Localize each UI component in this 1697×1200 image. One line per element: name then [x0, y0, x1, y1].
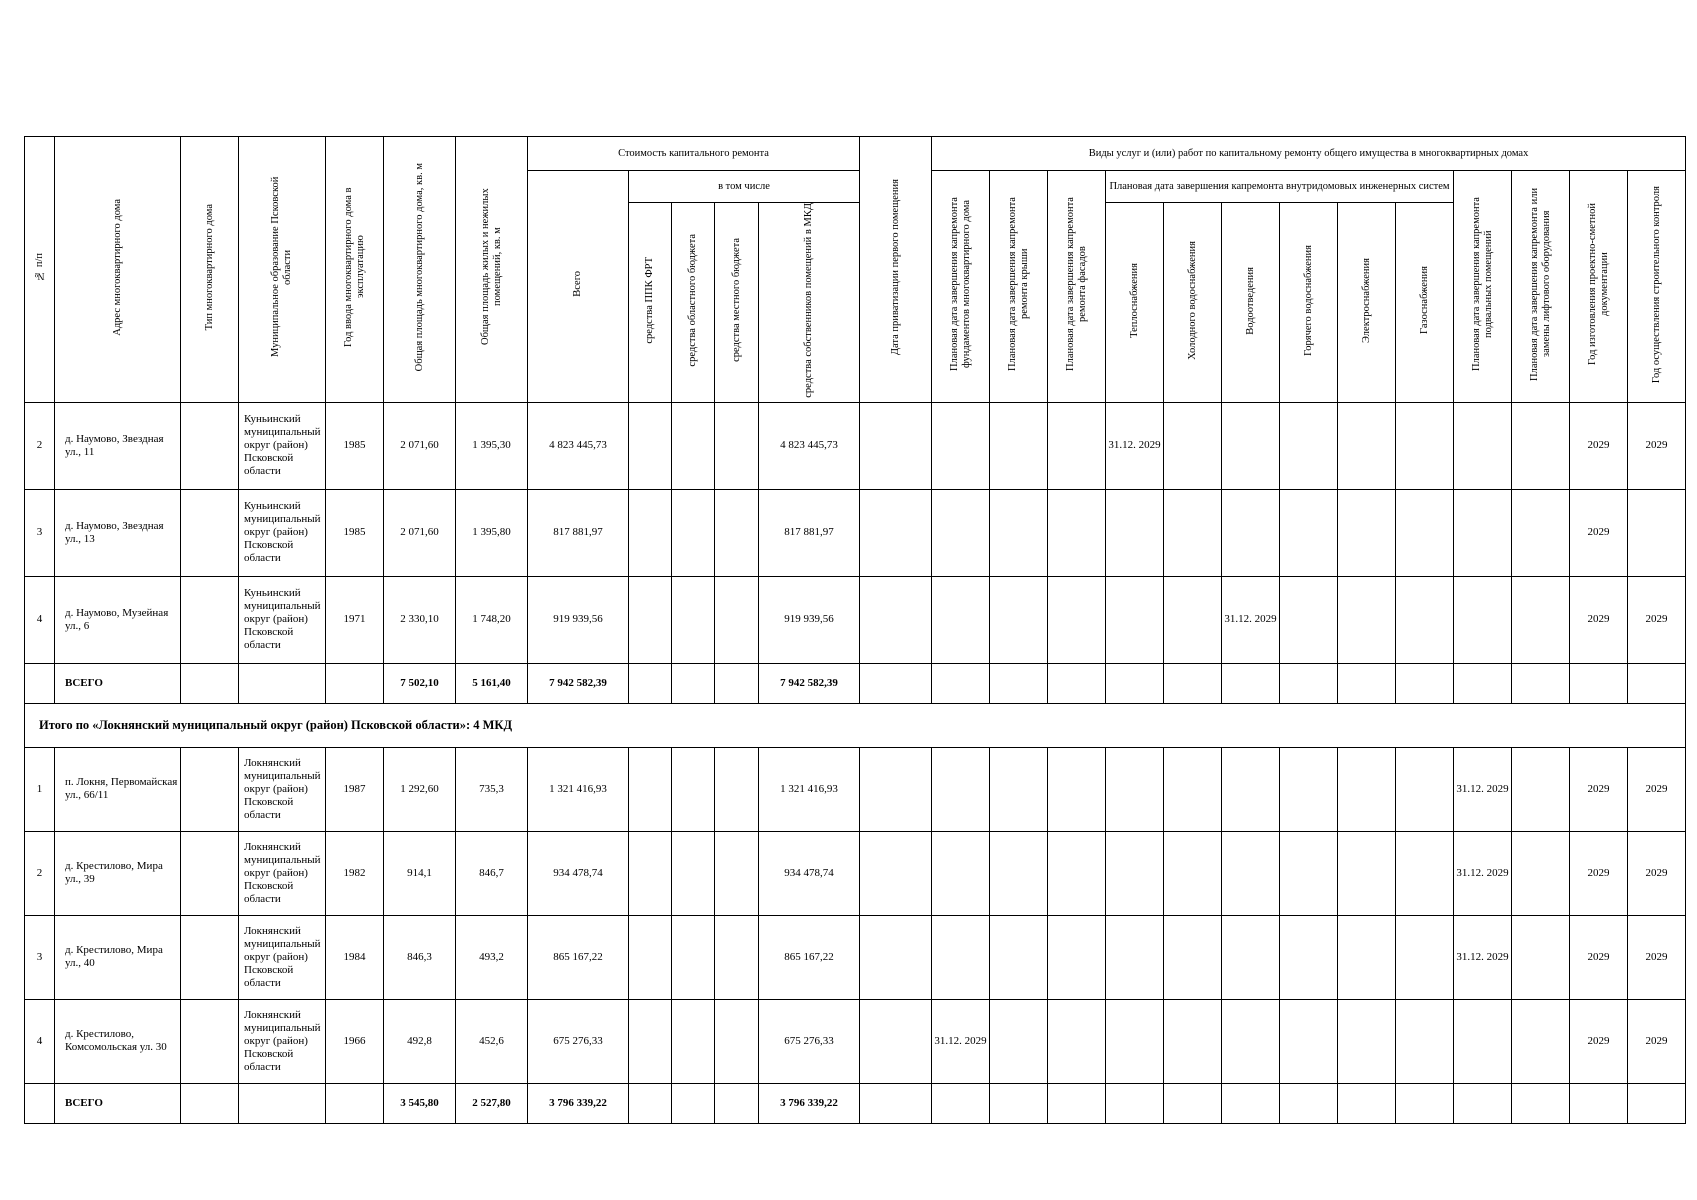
row-owners: 919 939,56: [759, 576, 860, 663]
row-electric: [1338, 747, 1396, 831]
row-area: 914,1: [384, 831, 456, 915]
col-municipality-header: Муниципальное образование Псковской области: [239, 137, 326, 403]
row-regional: [672, 831, 715, 915]
section-title: Итого по «Локнянский муниципальный округ (район) Псковской области»: 4 МКД: [25, 703, 1686, 747]
col-hot-water-header: Горячего водоснабжения: [1280, 203, 1338, 403]
total-type: [181, 1083, 239, 1123]
col-address-header: Адрес многоквартирного дома: [55, 137, 181, 403]
row-premises-area: 1 395,30: [456, 402, 528, 489]
row-facade: [1048, 747, 1106, 831]
total-empty-cell: [1280, 1083, 1338, 1123]
row-cold-water: [1164, 999, 1222, 1083]
row-privatization: [860, 576, 932, 663]
table-row: [25, 576, 1686, 663]
row-control-year: 2029: [1628, 747, 1686, 831]
total-empty-cell: [1106, 1083, 1164, 1123]
row-roof: [990, 402, 1048, 489]
row-address: п. Локня, Первомайская ул., 66/11: [55, 747, 181, 831]
row-owners: 865 167,22: [759, 915, 860, 999]
total-empty-cell: [1048, 1083, 1106, 1123]
row-sewage: [1222, 915, 1280, 999]
row-heat: [1106, 576, 1164, 663]
row-ppk: [629, 747, 672, 831]
row-roof: [990, 999, 1048, 1083]
row-owners: 4 823 445,73: [759, 402, 860, 489]
total-empty-cell: [1570, 663, 1628, 703]
total-empty-cell: [932, 663, 990, 703]
row-heat: [1106, 747, 1164, 831]
row-basement: [1454, 576, 1512, 663]
row-control-year: 2029: [1628, 915, 1686, 999]
total-empty-cell: [1048, 663, 1106, 703]
row-foundation: [932, 831, 990, 915]
total-empty-cell: [1454, 1083, 1512, 1123]
total-year: [326, 663, 384, 703]
row-address: д. Крестилово, Мира ул., 39: [55, 831, 181, 915]
row-year: 1982: [326, 831, 384, 915]
row-hot-water: [1280, 831, 1338, 915]
row-heat: [1106, 999, 1164, 1083]
total-premises-area: 2 527,80: [456, 1083, 528, 1123]
row-roof: [990, 915, 1048, 999]
row-foundation: [932, 915, 990, 999]
row-premises-area: 846,7: [456, 831, 528, 915]
col-privatization-header: Дата приватизации первого помещения: [860, 137, 932, 403]
total-empty-cell: [1628, 663, 1686, 703]
row-basement: 31.12. 2029: [1454, 831, 1512, 915]
col-gas-header: Газоснабжения: [1396, 203, 1454, 403]
row-design-year: 2029: [1570, 402, 1628, 489]
row-premises-area: 452,6: [456, 999, 528, 1083]
row-owners: 817 881,97: [759, 489, 860, 576]
repair-table: [24, 136, 1686, 1124]
col-premises-header: Общая площадь жилых и нежилых помещений, кв. м: [456, 137, 528, 403]
row-number: 1: [25, 747, 55, 831]
table-row: [25, 489, 1686, 576]
col-electric-header: Электроснабжения: [1338, 203, 1396, 403]
total-empty-cell: [1106, 663, 1164, 703]
row-privatization: [860, 489, 932, 576]
row-address: д. Крестилово, Комсомольская ул. 30: [55, 999, 181, 1083]
total-owners: 3 796 339,22: [759, 1083, 860, 1123]
section-title-row: [25, 703, 1686, 747]
row-control-year: 2029: [1628, 831, 1686, 915]
row-heat: [1106, 831, 1164, 915]
total-empty-cell: [1222, 663, 1280, 703]
row-elevator: [1512, 489, 1570, 576]
total-year: [326, 1083, 384, 1123]
total-local: [715, 663, 759, 703]
row-municipality: Куньинский муниципальный округ (район) Псковской области: [239, 489, 326, 576]
total-empty-cell: [1222, 1083, 1280, 1123]
row-facade: [1048, 402, 1106, 489]
col-area-header: Общая площадь многоквартирного дома, кв. м: [384, 137, 456, 403]
row-sewage: [1222, 999, 1280, 1083]
row-local: [715, 747, 759, 831]
row-year: 1985: [326, 402, 384, 489]
col-roof-header: Плановая дата завершения капремонта ремонта крыши: [990, 171, 1048, 403]
table-row: [25, 402, 1686, 489]
total-label: ВСЕГО: [55, 1083, 181, 1123]
row-elevator: [1512, 915, 1570, 999]
row-municipality: Куньинский муниципальный округ (район) Псковской области: [239, 402, 326, 489]
row-ppk: [629, 999, 672, 1083]
row-roof: [990, 747, 1048, 831]
row-regional: [672, 489, 715, 576]
row-type: [181, 747, 239, 831]
row-design-year: 2029: [1570, 999, 1628, 1083]
row-cold-water: [1164, 831, 1222, 915]
row-hot-water: [1280, 489, 1338, 576]
total-empty-cell: [1164, 1083, 1222, 1123]
row-premises-area: 493,2: [456, 915, 528, 999]
row-gas: [1396, 402, 1454, 489]
row-elevator: [1512, 831, 1570, 915]
row-type: [181, 402, 239, 489]
total-empty-cell: [932, 1083, 990, 1123]
row-type: [181, 576, 239, 663]
row-cost-total: 1 321 416,93: [528, 747, 629, 831]
row-roof: [990, 576, 1048, 663]
row-address: д. Наумово, Музейная ул., 6: [55, 576, 181, 663]
row-electric: [1338, 915, 1396, 999]
row-regional: [672, 576, 715, 663]
row-regional: [672, 747, 715, 831]
total-empty-cell: [1280, 663, 1338, 703]
total-empty-cell: [1454, 663, 1512, 703]
table-row: [25, 999, 1686, 1083]
row-area: 2 071,60: [384, 489, 456, 576]
row-facade: [1048, 831, 1106, 915]
row-hot-water: [1280, 999, 1338, 1083]
row-area: 2 330,10: [384, 576, 456, 663]
row-owners: 1 321 416,93: [759, 747, 860, 831]
row-control-year: [1628, 489, 1686, 576]
row-premises-area: 1 748,20: [456, 576, 528, 663]
row-gas: [1396, 915, 1454, 999]
total-empty-cell: [990, 1083, 1048, 1123]
row-cost-total: 865 167,22: [528, 915, 629, 999]
systems-group-header: Плановая дата завершения капремонта внутридомовых инженерных систем: [1106, 171, 1454, 203]
col-design-header: Год изготовления проектно-сметной документации: [1570, 171, 1628, 403]
row-regional: [672, 402, 715, 489]
row-number: 2: [25, 831, 55, 915]
total-empty-cell: [1512, 1083, 1570, 1123]
col-heat-header: Теплоснабжения: [1106, 203, 1164, 403]
row-sewage: [1222, 489, 1280, 576]
row-number: 4: [25, 576, 55, 663]
row-privatization: [860, 915, 932, 999]
row-basement: [1454, 999, 1512, 1083]
row-area: 1 292,60: [384, 747, 456, 831]
row-basement: 31.12. 2029: [1454, 747, 1512, 831]
row-area: 846,3: [384, 915, 456, 999]
row-address: д. Наумово, Звездная ул., 11: [55, 402, 181, 489]
row-electric: [1338, 576, 1396, 663]
row-electric: [1338, 999, 1396, 1083]
row-local: [715, 576, 759, 663]
row-ppk: [629, 831, 672, 915]
row-year: 1971: [326, 576, 384, 663]
row-gas: [1396, 489, 1454, 576]
row-regional: [672, 999, 715, 1083]
total-empty-cell: [1512, 663, 1570, 703]
row-control-year: 2029: [1628, 576, 1686, 663]
total-number: [25, 1083, 55, 1123]
row-ppk: [629, 915, 672, 999]
total-ppk: [629, 663, 672, 703]
row-basement: 31.12. 2029: [1454, 915, 1512, 999]
row-area: 2 071,60: [384, 402, 456, 489]
row-area: 492,8: [384, 999, 456, 1083]
row-cold-water: [1164, 576, 1222, 663]
total-empty-cell: [1164, 663, 1222, 703]
row-privatization: [860, 747, 932, 831]
row-design-year: 2029: [1570, 576, 1628, 663]
row-hot-water: [1280, 576, 1338, 663]
row-heat: [1106, 489, 1164, 576]
row-electric: [1338, 831, 1396, 915]
row-design-year: 2029: [1570, 489, 1628, 576]
total-empty-cell: [1570, 1083, 1628, 1123]
row-type: [181, 489, 239, 576]
total-cost: 3 796 339,22: [528, 1083, 629, 1123]
row-address: д. Крестилово, Мира ул., 40: [55, 915, 181, 999]
cost-group-header: Стоимость капитального ремонта: [528, 137, 860, 171]
row-number: 3: [25, 915, 55, 999]
block-loknya: [25, 747, 1686, 1123]
row-sewage: [1222, 402, 1280, 489]
row-owners: 675 276,33: [759, 999, 860, 1083]
including-header: в том числе: [629, 171, 860, 203]
row-roof: [990, 489, 1048, 576]
row-premises-area: 1 395,80: [456, 489, 528, 576]
row-number: 2: [25, 402, 55, 489]
total-owners: 7 942 582,39: [759, 663, 860, 703]
row-number: 3: [25, 489, 55, 576]
total-area: 7 502,10: [384, 663, 456, 703]
row-basement: [1454, 489, 1512, 576]
row-cold-water: [1164, 489, 1222, 576]
row-design-year: 2029: [1570, 831, 1628, 915]
row-cold-water: [1164, 402, 1222, 489]
row-local: [715, 831, 759, 915]
row-cost-total: 919 939,56: [528, 576, 629, 663]
row-sewage: [1222, 747, 1280, 831]
row-electric: [1338, 489, 1396, 576]
row-cost-total: 4 823 445,73: [528, 402, 629, 489]
row-hot-water: [1280, 915, 1338, 999]
row-electric: [1338, 402, 1396, 489]
row-elevator: [1512, 747, 1570, 831]
total-row: [25, 1083, 1686, 1123]
row-year: 1985: [326, 489, 384, 576]
row-hot-water: [1280, 402, 1338, 489]
total-empty-cell: [1338, 663, 1396, 703]
row-ppk: [629, 576, 672, 663]
total-empty-cell: [1396, 1083, 1454, 1123]
row-cold-water: [1164, 915, 1222, 999]
row-local: [715, 915, 759, 999]
col-elevator-header: Плановая дата завершения капремонта или замены лифтового оборудования: [1512, 171, 1570, 403]
total-empty-cell: [860, 1083, 932, 1123]
total-empty-cell: [860, 663, 932, 703]
row-local: [715, 402, 759, 489]
row-design-year: 2029: [1570, 747, 1628, 831]
total-regional: [672, 663, 715, 703]
row-municipality: Локнянский муниципальный округ (район) Псковской области: [239, 999, 326, 1083]
row-roof: [990, 831, 1048, 915]
row-facade: [1048, 489, 1106, 576]
row-privatization: [860, 831, 932, 915]
total-regional: [672, 1083, 715, 1123]
total-premises-area: 5 161,40: [456, 663, 528, 703]
row-cost-total: 817 881,97: [528, 489, 629, 576]
row-elevator: [1512, 999, 1570, 1083]
row-cold-water: [1164, 747, 1222, 831]
row-municipality: Локнянский муниципальный округ (район) Псковской области: [239, 747, 326, 831]
row-elevator: [1512, 576, 1570, 663]
row-gas: [1396, 999, 1454, 1083]
row-cost-total: 675 276,33: [528, 999, 629, 1083]
col-basement-header: Плановая дата завершения капремонта подвальных помещений: [1454, 171, 1512, 403]
col-foundation-header: Плановая дата завершения капремонта фундаментов многоквартирного дома: [932, 171, 990, 403]
row-gas: [1396, 576, 1454, 663]
total-municipality: [239, 663, 326, 703]
row-local: [715, 489, 759, 576]
table-row: [25, 747, 1686, 831]
col-year-header: Год ввода многоквартирного дома в эксплуатацию: [326, 137, 384, 403]
row-facade: [1048, 999, 1106, 1083]
col-owners-header: средства собственников помещений в МКД: [759, 203, 860, 403]
row-foundation: [932, 576, 990, 663]
total-municipality: [239, 1083, 326, 1123]
row-gas: [1396, 831, 1454, 915]
section-row-group: [25, 703, 1686, 747]
total-empty-cell: [1338, 1083, 1396, 1123]
total-empty-cell: [990, 663, 1048, 703]
col-regional-header: средства областного бюджета: [672, 203, 715, 403]
total-label: ВСЕГО: [55, 663, 181, 703]
row-municipality: Куньинский муниципальный округ (район) Псковской области: [239, 576, 326, 663]
row-number: 4: [25, 999, 55, 1083]
row-foundation: [932, 747, 990, 831]
table-header: [25, 137, 1686, 403]
block-kunya: [25, 402, 1686, 703]
row-facade: [1048, 915, 1106, 999]
row-sewage: [1222, 831, 1280, 915]
row-privatization: [860, 402, 932, 489]
total-area: 3 545,80: [384, 1083, 456, 1123]
total-type: [181, 663, 239, 703]
row-privatization: [860, 999, 932, 1083]
row-elevator: [1512, 402, 1570, 489]
col-cold-water-header: Холодного водоснабжения: [1164, 203, 1222, 403]
row-design-year: 2029: [1570, 915, 1628, 999]
row-type: [181, 831, 239, 915]
row-heat: [1106, 915, 1164, 999]
row-heat: 31.12. 2029: [1106, 402, 1164, 489]
col-type-header: Тип многоквартирного дома: [181, 137, 239, 403]
row-year: 1987: [326, 747, 384, 831]
col-num-header: № п/п: [25, 137, 55, 403]
col-total-header: Всего: [528, 171, 629, 403]
total-cost: 7 942 582,39: [528, 663, 629, 703]
row-facade: [1048, 576, 1106, 663]
table-row: [25, 915, 1686, 999]
col-ppk-header: средства ППК ФРТ: [629, 203, 672, 403]
total-number: [25, 663, 55, 703]
row-owners: 934 478,74: [759, 831, 860, 915]
row-type: [181, 915, 239, 999]
row-foundation: [932, 489, 990, 576]
row-control-year: 2029: [1628, 999, 1686, 1083]
row-regional: [672, 915, 715, 999]
row-cost-total: 934 478,74: [528, 831, 629, 915]
total-empty-cell: [1396, 663, 1454, 703]
total-ppk: [629, 1083, 672, 1123]
row-ppk: [629, 489, 672, 576]
row-local: [715, 999, 759, 1083]
row-ppk: [629, 402, 672, 489]
row-foundation: 31.12. 2029: [932, 999, 990, 1083]
col-control-header: Год осуществления строительного контроля: [1628, 171, 1686, 403]
row-premises-area: 735,3: [456, 747, 528, 831]
row-control-year: 2029: [1628, 402, 1686, 489]
total-row: [25, 663, 1686, 703]
row-municipality: Локнянский муниципальный округ (район) Псковской области: [239, 915, 326, 999]
total-local: [715, 1083, 759, 1123]
row-municipality: Локнянский муниципальный округ (район) Псковской области: [239, 831, 326, 915]
table-row: [25, 831, 1686, 915]
row-year: 1984: [326, 915, 384, 999]
col-local-header: средства местного бюджета: [715, 203, 759, 403]
works-group-header: Виды услуг и (или) работ по капитальному ремонту общего имущества в многоквартирных домах: [932, 137, 1686, 171]
row-sewage: 31.12. 2029: [1222, 576, 1280, 663]
col-sewage-header: Водоотведения: [1222, 203, 1280, 403]
row-gas: [1396, 747, 1454, 831]
row-hot-water: [1280, 747, 1338, 831]
row-address: д. Наумово, Звездная ул., 13: [55, 489, 181, 576]
capital-repair-table: [24, 136, 1672, 1124]
row-type: [181, 999, 239, 1083]
row-foundation: [932, 402, 990, 489]
row-year: 1966: [326, 999, 384, 1083]
row-basement: [1454, 402, 1512, 489]
col-facade-header: Плановая дата завершения капремонта ремонта фасадов: [1048, 171, 1106, 403]
total-empty-cell: [1628, 1083, 1686, 1123]
